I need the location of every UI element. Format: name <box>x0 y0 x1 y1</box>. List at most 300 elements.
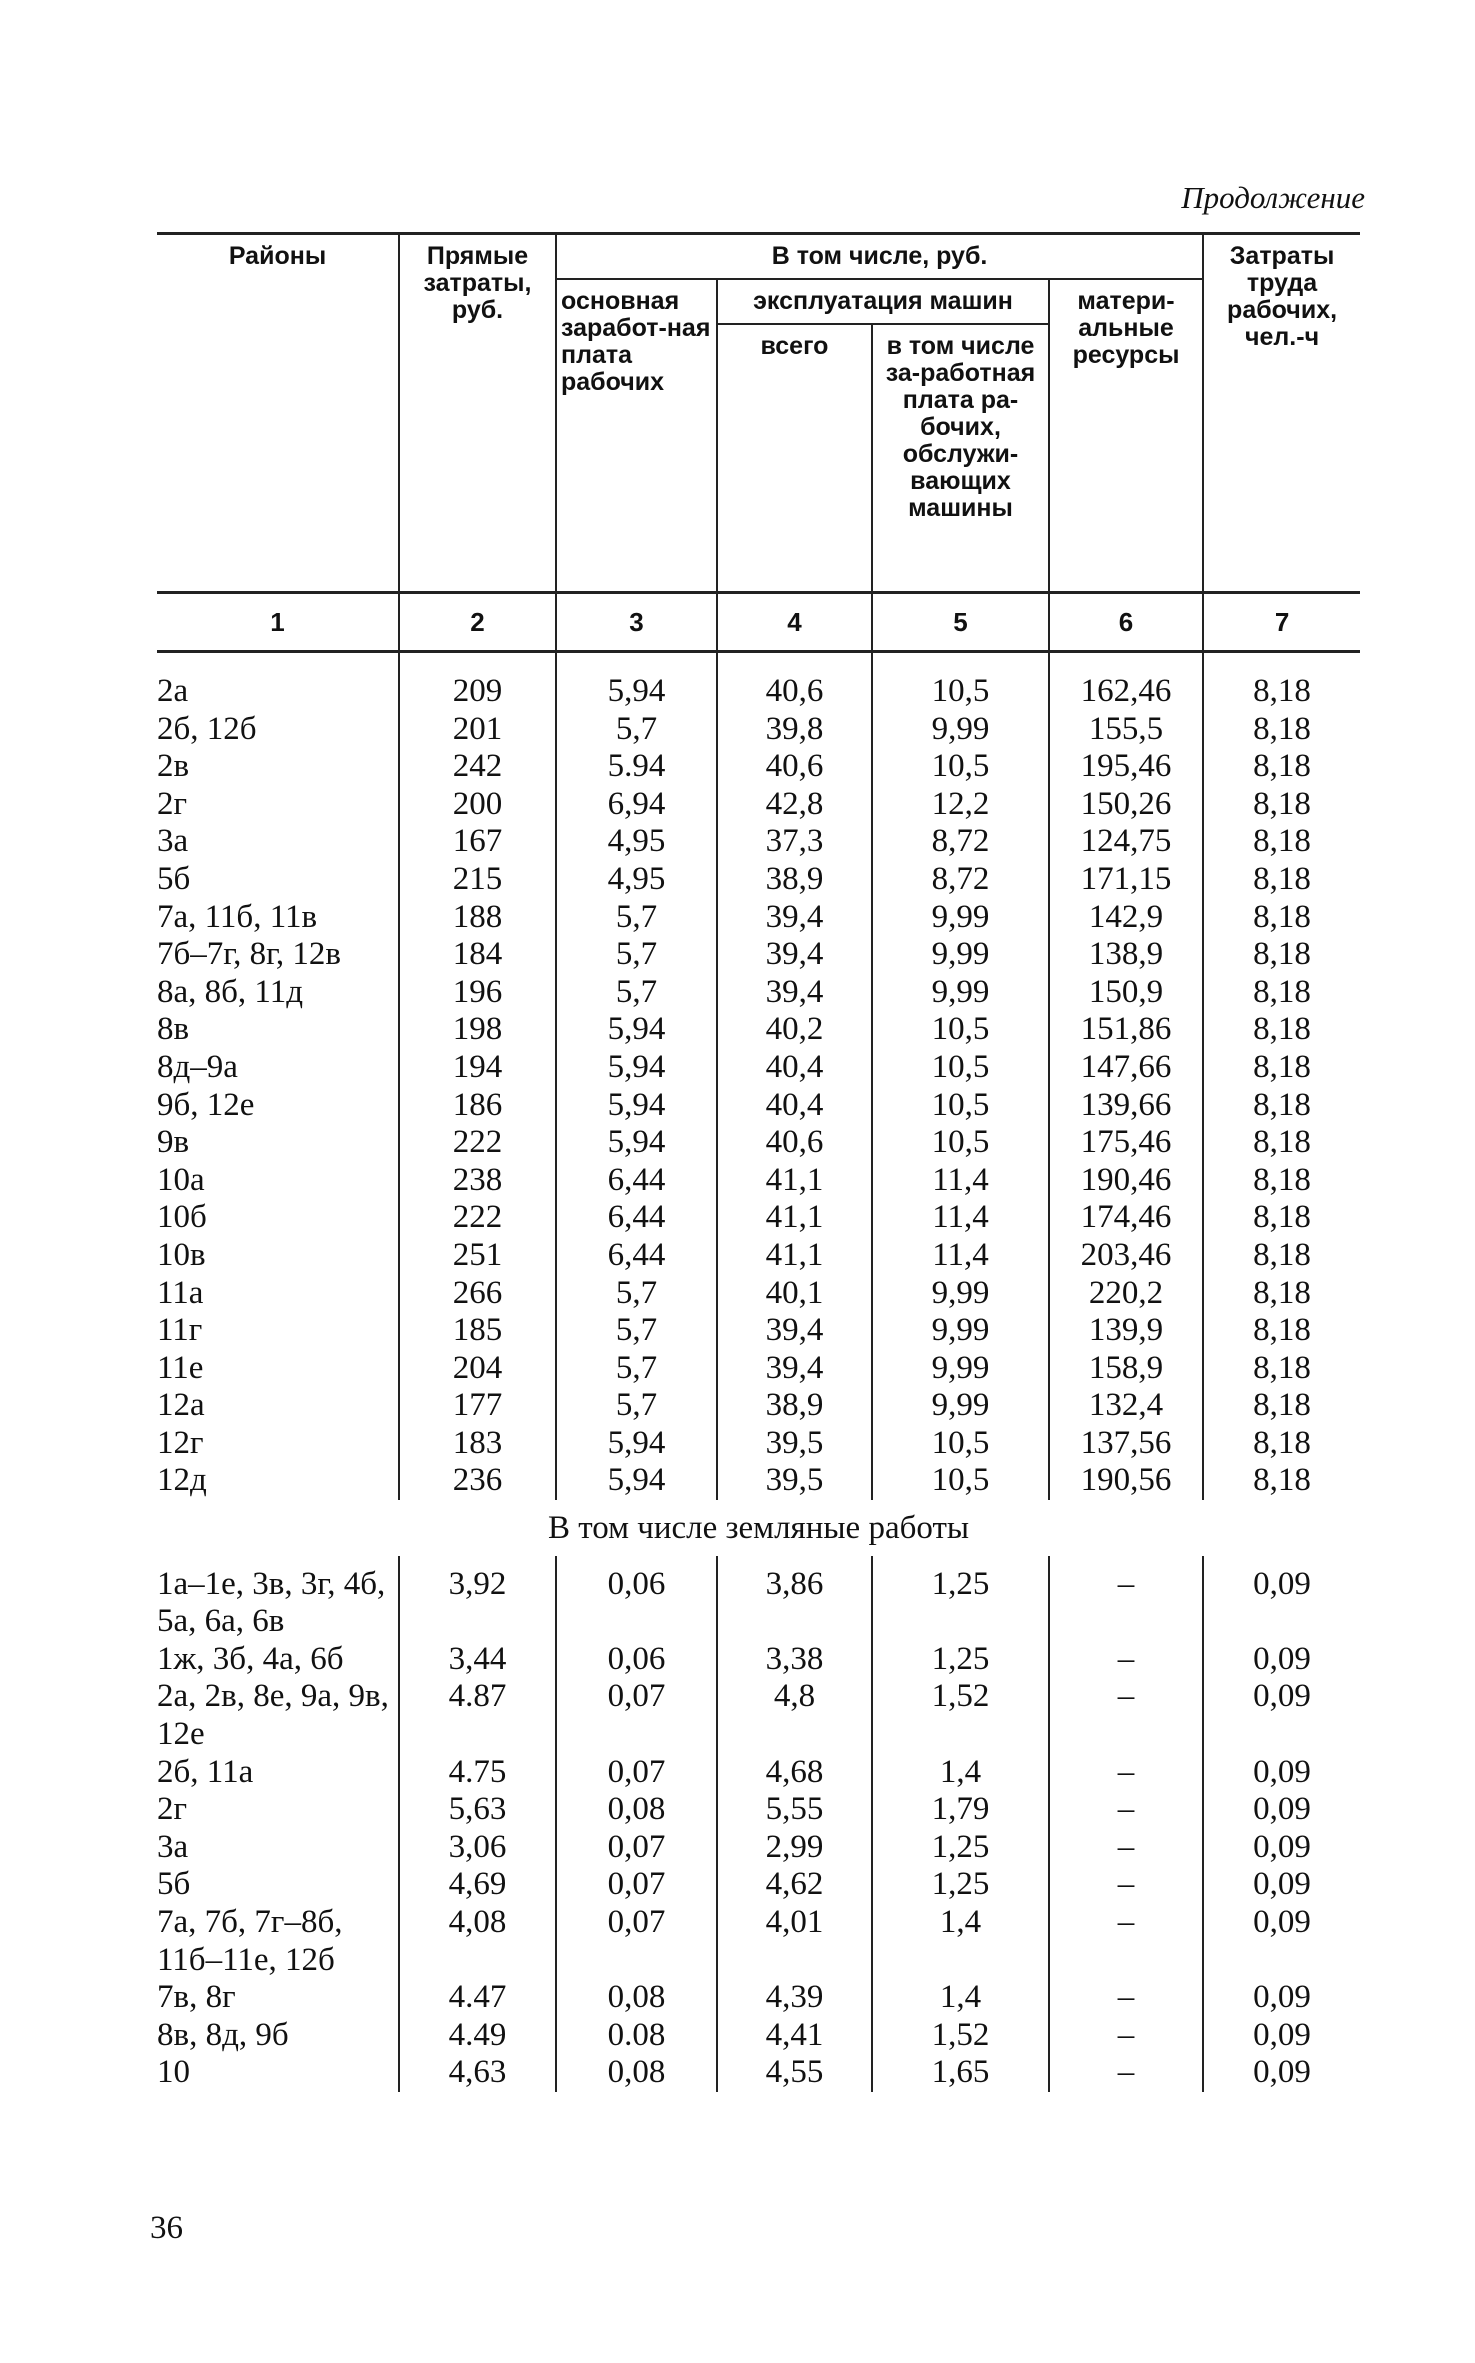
value-cell: 37,3 <box>717 823 872 861</box>
earthwork-row <box>157 1754 1360 1792</box>
header-labor: Затраты труда рабочих, чел.-ч <box>1203 234 1360 593</box>
value-cell: 155,5 <box>1049 711 1203 749</box>
value-cell: 42,8 <box>717 786 872 824</box>
spacer-cell <box>1203 1556 1360 1566</box>
value-cell: 5,7 <box>556 936 717 974</box>
earthwork-row <box>157 1866 1360 1904</box>
earthwork-row <box>157 1641 1360 1679</box>
value-cell: 3,38 <box>717 1641 872 1679</box>
value-cell: 171,15 <box>1049 861 1203 899</box>
value-cell: 4.87 <box>399 1678 556 1753</box>
region-cell: 5б <box>157 860 191 897</box>
table-row <box>157 823 1360 861</box>
value-cell: 0,09 <box>1203 1979 1360 2017</box>
spacer-row <box>157 652 1360 674</box>
value-cell: 186 <box>399 1087 556 1125</box>
value-cell: 41,1 <box>717 1199 872 1237</box>
region-cell: 2б, 12б <box>157 710 257 747</box>
value-cell: 0,09 <box>1203 1678 1360 1753</box>
value-cell: 0,07 <box>556 1678 717 1753</box>
value-cell: 5,94 <box>556 673 717 711</box>
value-cell: 5,94 <box>556 1124 717 1162</box>
value-cell: 3,86 <box>717 1566 872 1641</box>
value-cell: 222 <box>399 1124 556 1162</box>
value-cell: – <box>1049 1866 1203 1904</box>
region-cell: 2а <box>157 673 189 709</box>
region-cell: 3а <box>157 1828 189 1865</box>
region-cell: 10а <box>157 1161 205 1198</box>
value-cell: 40,1 <box>717 1275 872 1313</box>
column-number-row <box>157 593 1360 652</box>
value-cell: 1,25 <box>872 1866 1049 1904</box>
value-cell: 8,18 <box>1203 1462 1360 1500</box>
value-cell: 5,7 <box>556 899 717 937</box>
header-including: В том числе, руб. <box>556 234 1203 280</box>
value-cell: 0,08 <box>556 2054 717 2092</box>
value-cell: 4,39 <box>717 1979 872 2017</box>
value-cell: 40,4 <box>717 1049 872 1087</box>
region-cell: 1ж, 3б, 4а, 6б <box>157 1640 344 1677</box>
value-cell: 4.49 <box>399 2017 556 2055</box>
value-cell: 4,69 <box>399 1866 556 1904</box>
table-row <box>157 711 1360 749</box>
section-title: В том числе земляные работы <box>547 1510 970 1547</box>
value-cell: – <box>1049 1754 1203 1792</box>
value-cell: 5,94 <box>556 1011 717 1049</box>
value-cell: 39,4 <box>717 1350 872 1388</box>
value-cell: 175,46 <box>1049 1124 1203 1162</box>
region-cell: 7а, 11б, 11в <box>157 898 318 935</box>
value-cell: 1,79 <box>872 1791 1049 1829</box>
value-cell: 147,66 <box>1049 1049 1203 1087</box>
value-cell: 201 <box>399 711 556 749</box>
value-cell: 3,92 <box>399 1566 556 1641</box>
value-cell: 242 <box>399 748 556 786</box>
region-cell: 1а–1е, 3в, 3г, 4б, 5а, 6а, 6в <box>157 1565 386 1640</box>
value-cell: 215 <box>399 861 556 899</box>
value-cell: 8,18 <box>1203 1350 1360 1388</box>
earthwork-row <box>157 1979 1360 2017</box>
value-cell: – <box>1049 2017 1203 2055</box>
value-cell: 266 <box>399 1275 556 1313</box>
value-cell: 40,6 <box>717 748 872 786</box>
value-cell: 4,41 <box>717 2017 872 2055</box>
header-base-wage: основная заработ-ная плата рабочих <box>556 279 717 593</box>
value-cell: 41,1 <box>717 1162 872 1200</box>
value-cell: 0,09 <box>1203 1904 1360 1979</box>
value-cell: 12,2 <box>872 786 1049 824</box>
table-row <box>157 936 1360 974</box>
header-direct-costs: Прямые затраты, руб. <box>399 234 556 593</box>
region-cell: 11а <box>157 1274 204 1311</box>
earthwork-row <box>157 1829 1360 1867</box>
region-cell: 8в, 8д, 9б <box>157 2016 289 2053</box>
value-cell: 194 <box>399 1049 556 1087</box>
value-cell: 10,5 <box>872 1011 1049 1049</box>
region-cell: 9в <box>157 1124 190 1161</box>
value-cell: 1,52 <box>872 1678 1049 1753</box>
value-cell: 38,9 <box>717 861 872 899</box>
column-number: 4 <box>717 593 872 652</box>
value-cell: 5,94 <box>556 1087 717 1125</box>
value-cell: 8,18 <box>1203 1275 1360 1313</box>
spacer-cell <box>1049 1556 1203 1566</box>
value-cell: 174,46 <box>1049 1199 1203 1237</box>
value-cell: 5.94 <box>556 748 717 786</box>
value-cell: 4,68 <box>717 1754 872 1792</box>
value-cell: 1,65 <box>872 2054 1049 2092</box>
value-cell: 5,7 <box>556 711 717 749</box>
value-cell: 0,09 <box>1203 1566 1360 1641</box>
spacer-cell <box>399 652 556 674</box>
value-cell: 1,4 <box>872 1979 1049 2017</box>
column-number: 1 <box>157 593 399 652</box>
value-cell: 5,7 <box>556 1312 717 1350</box>
value-cell: 4,01 <box>717 1904 872 1979</box>
value-cell: 1,25 <box>872 1566 1049 1641</box>
spacer-cell <box>717 1556 872 1566</box>
value-cell: 184 <box>399 936 556 974</box>
value-cell: 222 <box>399 1199 556 1237</box>
value-cell: 4,63 <box>399 2054 556 2092</box>
value-cell: 4,08 <box>399 1904 556 1979</box>
value-cell: 0,07 <box>556 1866 717 1904</box>
header-including-wage: в том числе за-работная плата ра-бочих, обслужи-вающих машины <box>872 324 1049 593</box>
spacer-cell <box>556 652 717 674</box>
region-cell: 10в <box>157 1236 206 1273</box>
value-cell: 8,72 <box>872 861 1049 899</box>
table-row <box>157 1312 1360 1350</box>
value-cell: 6,44 <box>556 1162 717 1200</box>
value-cell: 10,5 <box>872 1124 1049 1162</box>
region-cell: 7б–7г, 8г, 12в <box>157 936 341 973</box>
region-cell: 12д <box>157 1462 207 1499</box>
value-cell: 2,99 <box>717 1829 872 1867</box>
value-cell: 4.47 <box>399 1979 556 2017</box>
value-cell: 0,09 <box>1203 1866 1360 1904</box>
value-cell: 9,99 <box>872 1275 1049 1313</box>
value-cell: 11,4 <box>872 1199 1049 1237</box>
header-regions: Районы <box>157 234 399 593</box>
value-cell: 0,08 <box>556 1979 717 2017</box>
table-row <box>157 748 1360 786</box>
column-number: 3 <box>556 593 717 652</box>
table-row <box>157 1162 1360 1200</box>
value-cell: 5,7 <box>556 1350 717 1388</box>
region-cell: 7а, 7б, 7г–8б, 11б–11е, 12б <box>157 1904 343 1978</box>
value-cell: 5,7 <box>556 1387 717 1425</box>
value-cell: – <box>1049 2054 1203 2092</box>
value-cell: 0.08 <box>556 2017 717 2055</box>
value-cell: 4,8 <box>717 1678 872 1753</box>
value-cell: 8,18 <box>1203 1312 1360 1350</box>
value-cell: 8,18 <box>1203 673 1360 711</box>
table-row <box>157 1087 1360 1125</box>
value-cell: 177 <box>399 1387 556 1425</box>
spacer-cell <box>157 1556 399 1566</box>
value-cell: 8,18 <box>1203 711 1360 749</box>
table-row <box>157 1124 1360 1162</box>
value-cell: 0,07 <box>556 1904 717 1979</box>
value-cell: – <box>1049 1678 1203 1753</box>
spacer-cell <box>717 652 872 674</box>
region-cell: 2а, 2в, 8е, 9а, 9в, 12е <box>157 1678 389 1753</box>
value-cell: 200 <box>399 786 556 824</box>
value-cell: 0,06 <box>556 1641 717 1679</box>
value-cell: 39,4 <box>717 899 872 937</box>
value-cell: 137,56 <box>1049 1425 1203 1463</box>
value-cell: 209 <box>399 673 556 711</box>
table-row <box>157 1199 1360 1237</box>
value-cell: 4.75 <box>399 1754 556 1792</box>
value-cell: 198 <box>399 1011 556 1049</box>
value-cell: 8,72 <box>872 823 1049 861</box>
value-cell: 203,46 <box>1049 1237 1203 1275</box>
region-cell: 12г <box>157 1424 204 1461</box>
value-cell: 39,4 <box>717 936 872 974</box>
value-cell: 8,18 <box>1203 1124 1360 1162</box>
region-cell: 11е <box>157 1349 204 1386</box>
value-cell: 3,44 <box>399 1641 556 1679</box>
table-row <box>157 1275 1360 1313</box>
value-cell: 0,07 <box>556 1829 717 1867</box>
value-cell: 4,62 <box>717 1866 872 1904</box>
table-row <box>157 1462 1360 1500</box>
value-cell: 204 <box>399 1350 556 1388</box>
table-row <box>157 861 1360 899</box>
region-cell: 2г <box>157 785 188 822</box>
value-cell: 10,5 <box>872 1087 1049 1125</box>
value-cell: 1,25 <box>872 1641 1049 1679</box>
value-cell: 5,63 <box>399 1791 556 1829</box>
value-cell: 4,55 <box>717 2054 872 2092</box>
value-cell: 0,09 <box>1203 1641 1360 1679</box>
value-cell: – <box>1049 1641 1203 1679</box>
value-cell: – <box>1049 1791 1203 1829</box>
value-cell: 9,99 <box>872 974 1049 1012</box>
value-cell: 39,8 <box>717 711 872 749</box>
table-row <box>157 1237 1360 1275</box>
continuation-label: Продолжение <box>1181 180 1365 215</box>
value-cell: 138,9 <box>1049 936 1203 974</box>
spacer-cell <box>157 652 399 674</box>
value-cell: 0,09 <box>1203 2054 1360 2092</box>
value-cell: 185 <box>399 1312 556 1350</box>
value-cell: 6,94 <box>556 786 717 824</box>
value-cell: 142,9 <box>1049 899 1203 937</box>
value-cell: 9,99 <box>872 899 1049 937</box>
value-cell: 39,5 <box>717 1425 872 1463</box>
value-cell: – <box>1049 1566 1203 1641</box>
value-cell: 10,5 <box>872 1049 1049 1087</box>
value-cell: 0,08 <box>556 1791 717 1829</box>
table-row <box>157 1350 1360 1388</box>
region-cell: 8а, 8б, 11д <box>157 973 304 1010</box>
table-body <box>157 652 1360 2092</box>
value-cell: 183 <box>399 1425 556 1463</box>
value-cell: 150,9 <box>1049 974 1203 1012</box>
value-cell: 5,94 <box>556 1049 717 1087</box>
earthwork-row <box>157 1904 1360 1979</box>
region-cell: 10б <box>157 1199 207 1236</box>
value-cell: 8,18 <box>1203 1237 1360 1275</box>
earthwork-row <box>157 2017 1360 2055</box>
value-cell: 8,18 <box>1203 786 1360 824</box>
value-cell: 9,99 <box>872 1350 1049 1388</box>
header-machine-operation: эксплуатация машин <box>717 279 1049 324</box>
value-cell: – <box>1049 1904 1203 1979</box>
value-cell: 5,7 <box>556 1275 717 1313</box>
value-cell: 220,2 <box>1049 1275 1203 1313</box>
value-cell: 0,09 <box>1203 1791 1360 1829</box>
value-cell: 9,99 <box>872 711 1049 749</box>
earthwork-row <box>157 1791 1360 1829</box>
value-cell: 39,5 <box>717 1462 872 1500</box>
spacer-cell <box>399 1556 556 1566</box>
column-number: 2 <box>399 593 556 652</box>
table-row <box>157 974 1360 1012</box>
region-cell: 11г <box>157 1312 203 1349</box>
value-cell: 11,4 <box>872 1162 1049 1200</box>
value-cell: 5,94 <box>556 1425 717 1463</box>
value-cell: 4,95 <box>556 823 717 861</box>
spacer-cell <box>872 1556 1049 1566</box>
value-cell: 9,99 <box>872 1387 1049 1425</box>
value-cell: 238 <box>399 1162 556 1200</box>
column-number: 5 <box>872 593 1049 652</box>
value-cell: 8,18 <box>1203 1425 1360 1463</box>
value-cell: 41,1 <box>717 1237 872 1275</box>
table-row <box>157 673 1360 711</box>
value-cell: 8,18 <box>1203 899 1360 937</box>
value-cell: 3,06 <box>399 1829 556 1867</box>
region-cell: 8д–9а <box>157 1048 238 1085</box>
value-cell: 150,26 <box>1049 786 1203 824</box>
value-cell: 8,18 <box>1203 1162 1360 1200</box>
region-cell: 2б, 11а <box>157 1753 254 1790</box>
value-cell: 8,18 <box>1203 1087 1360 1125</box>
value-cell: 8,18 <box>1203 1387 1360 1425</box>
value-cell: 5,94 <box>556 1462 717 1500</box>
value-cell: 196 <box>399 974 556 1012</box>
region-cell: 12а <box>157 1387 205 1424</box>
value-cell: 124,75 <box>1049 823 1203 861</box>
table-row <box>157 899 1360 937</box>
earthwork-row <box>157 2054 1360 2092</box>
value-cell: – <box>1049 1979 1203 2017</box>
header-materials: матери-альные ресурсы <box>1049 279 1203 593</box>
value-cell: 8,18 <box>1203 1011 1360 1049</box>
region-cell: 2г <box>157 1791 188 1828</box>
value-cell: 190,56 <box>1049 1462 1203 1500</box>
value-cell: 0,09 <box>1203 1754 1360 1792</box>
value-cell: 195,46 <box>1049 748 1203 786</box>
value-cell: 9,99 <box>872 936 1049 974</box>
value-cell: 158,9 <box>1049 1350 1203 1388</box>
value-cell: 0,07 <box>556 1754 717 1792</box>
value-cell: 10,5 <box>872 748 1049 786</box>
table-row <box>157 1425 1360 1463</box>
value-cell: 1,4 <box>872 1904 1049 1979</box>
spacer-row <box>157 1556 1360 1566</box>
spacer-cell <box>556 1556 717 1566</box>
value-cell: 151,86 <box>1049 1011 1203 1049</box>
value-cell: 38,9 <box>717 1387 872 1425</box>
value-cell: 132,4 <box>1049 1387 1203 1425</box>
earthwork-row <box>157 1678 1360 1753</box>
earthwork-row <box>157 1566 1360 1641</box>
value-cell: 5,55 <box>717 1791 872 1829</box>
value-cell: 6,44 <box>556 1199 717 1237</box>
region-cell: 10 <box>157 2054 190 2091</box>
value-cell: 1,52 <box>872 2017 1049 2055</box>
value-cell: 8,18 <box>1203 1199 1360 1237</box>
value-cell: 139,66 <box>1049 1087 1203 1125</box>
value-cell: 6,44 <box>556 1237 717 1275</box>
table-row <box>157 1049 1360 1087</box>
spacer-cell <box>872 652 1049 674</box>
value-cell: 39,4 <box>717 1312 872 1350</box>
value-cell: 39,4 <box>717 974 872 1012</box>
value-cell: 11,4 <box>872 1237 1049 1275</box>
region-cell: 7в, 8г <box>157 1979 236 2016</box>
region-cell: 8в <box>157 1011 190 1048</box>
value-cell: 0,09 <box>1203 2017 1360 2055</box>
value-cell: 236 <box>399 1462 556 1500</box>
column-number: 7 <box>1203 593 1360 652</box>
spacer-cell <box>1203 652 1360 674</box>
value-cell: 1,4 <box>872 1754 1049 1792</box>
value-cell: 9,99 <box>872 1312 1049 1350</box>
section-row <box>157 1500 1360 1556</box>
value-cell: 10,5 <box>872 1425 1049 1463</box>
region-cell: 5б <box>157 1866 191 1903</box>
value-cell: 8,18 <box>1203 748 1360 786</box>
value-cell: 1,25 <box>872 1829 1049 1867</box>
value-cell: – <box>1049 1829 1203 1867</box>
table-row <box>157 1387 1360 1425</box>
region-cell: 2в <box>157 748 190 785</box>
region-cell: 3а <box>157 823 189 860</box>
table-row <box>157 1011 1360 1049</box>
value-cell: 8,18 <box>1203 861 1360 899</box>
value-cell: 8,18 <box>1203 823 1360 861</box>
spacer-cell <box>1049 652 1203 674</box>
value-cell: 190,46 <box>1049 1162 1203 1200</box>
region-cell: 9б, 12е <box>157 1086 255 1123</box>
value-cell: 40,6 <box>717 673 872 711</box>
value-cell: 40,4 <box>717 1087 872 1125</box>
value-cell: 8,18 <box>1203 974 1360 1012</box>
value-cell: 0,09 <box>1203 1829 1360 1867</box>
value-cell: 8,18 <box>1203 936 1360 974</box>
column-number: 6 <box>1049 593 1203 652</box>
value-cell: 139,9 <box>1049 1312 1203 1350</box>
value-cell: 8,18 <box>1203 1049 1360 1087</box>
cost-table <box>157 232 1360 2092</box>
value-cell: 251 <box>399 1237 556 1275</box>
value-cell: 5,7 <box>556 974 717 1012</box>
table-row <box>157 786 1360 824</box>
value-cell: 10,5 <box>872 1462 1049 1500</box>
value-cell: 0,06 <box>556 1566 717 1641</box>
value-cell: 40,6 <box>717 1124 872 1162</box>
table-header <box>157 234 1360 652</box>
value-cell: 188 <box>399 899 556 937</box>
value-cell: 10,5 <box>872 673 1049 711</box>
header-total: всего <box>717 324 872 593</box>
page-number: 36 <box>150 2210 183 2246</box>
